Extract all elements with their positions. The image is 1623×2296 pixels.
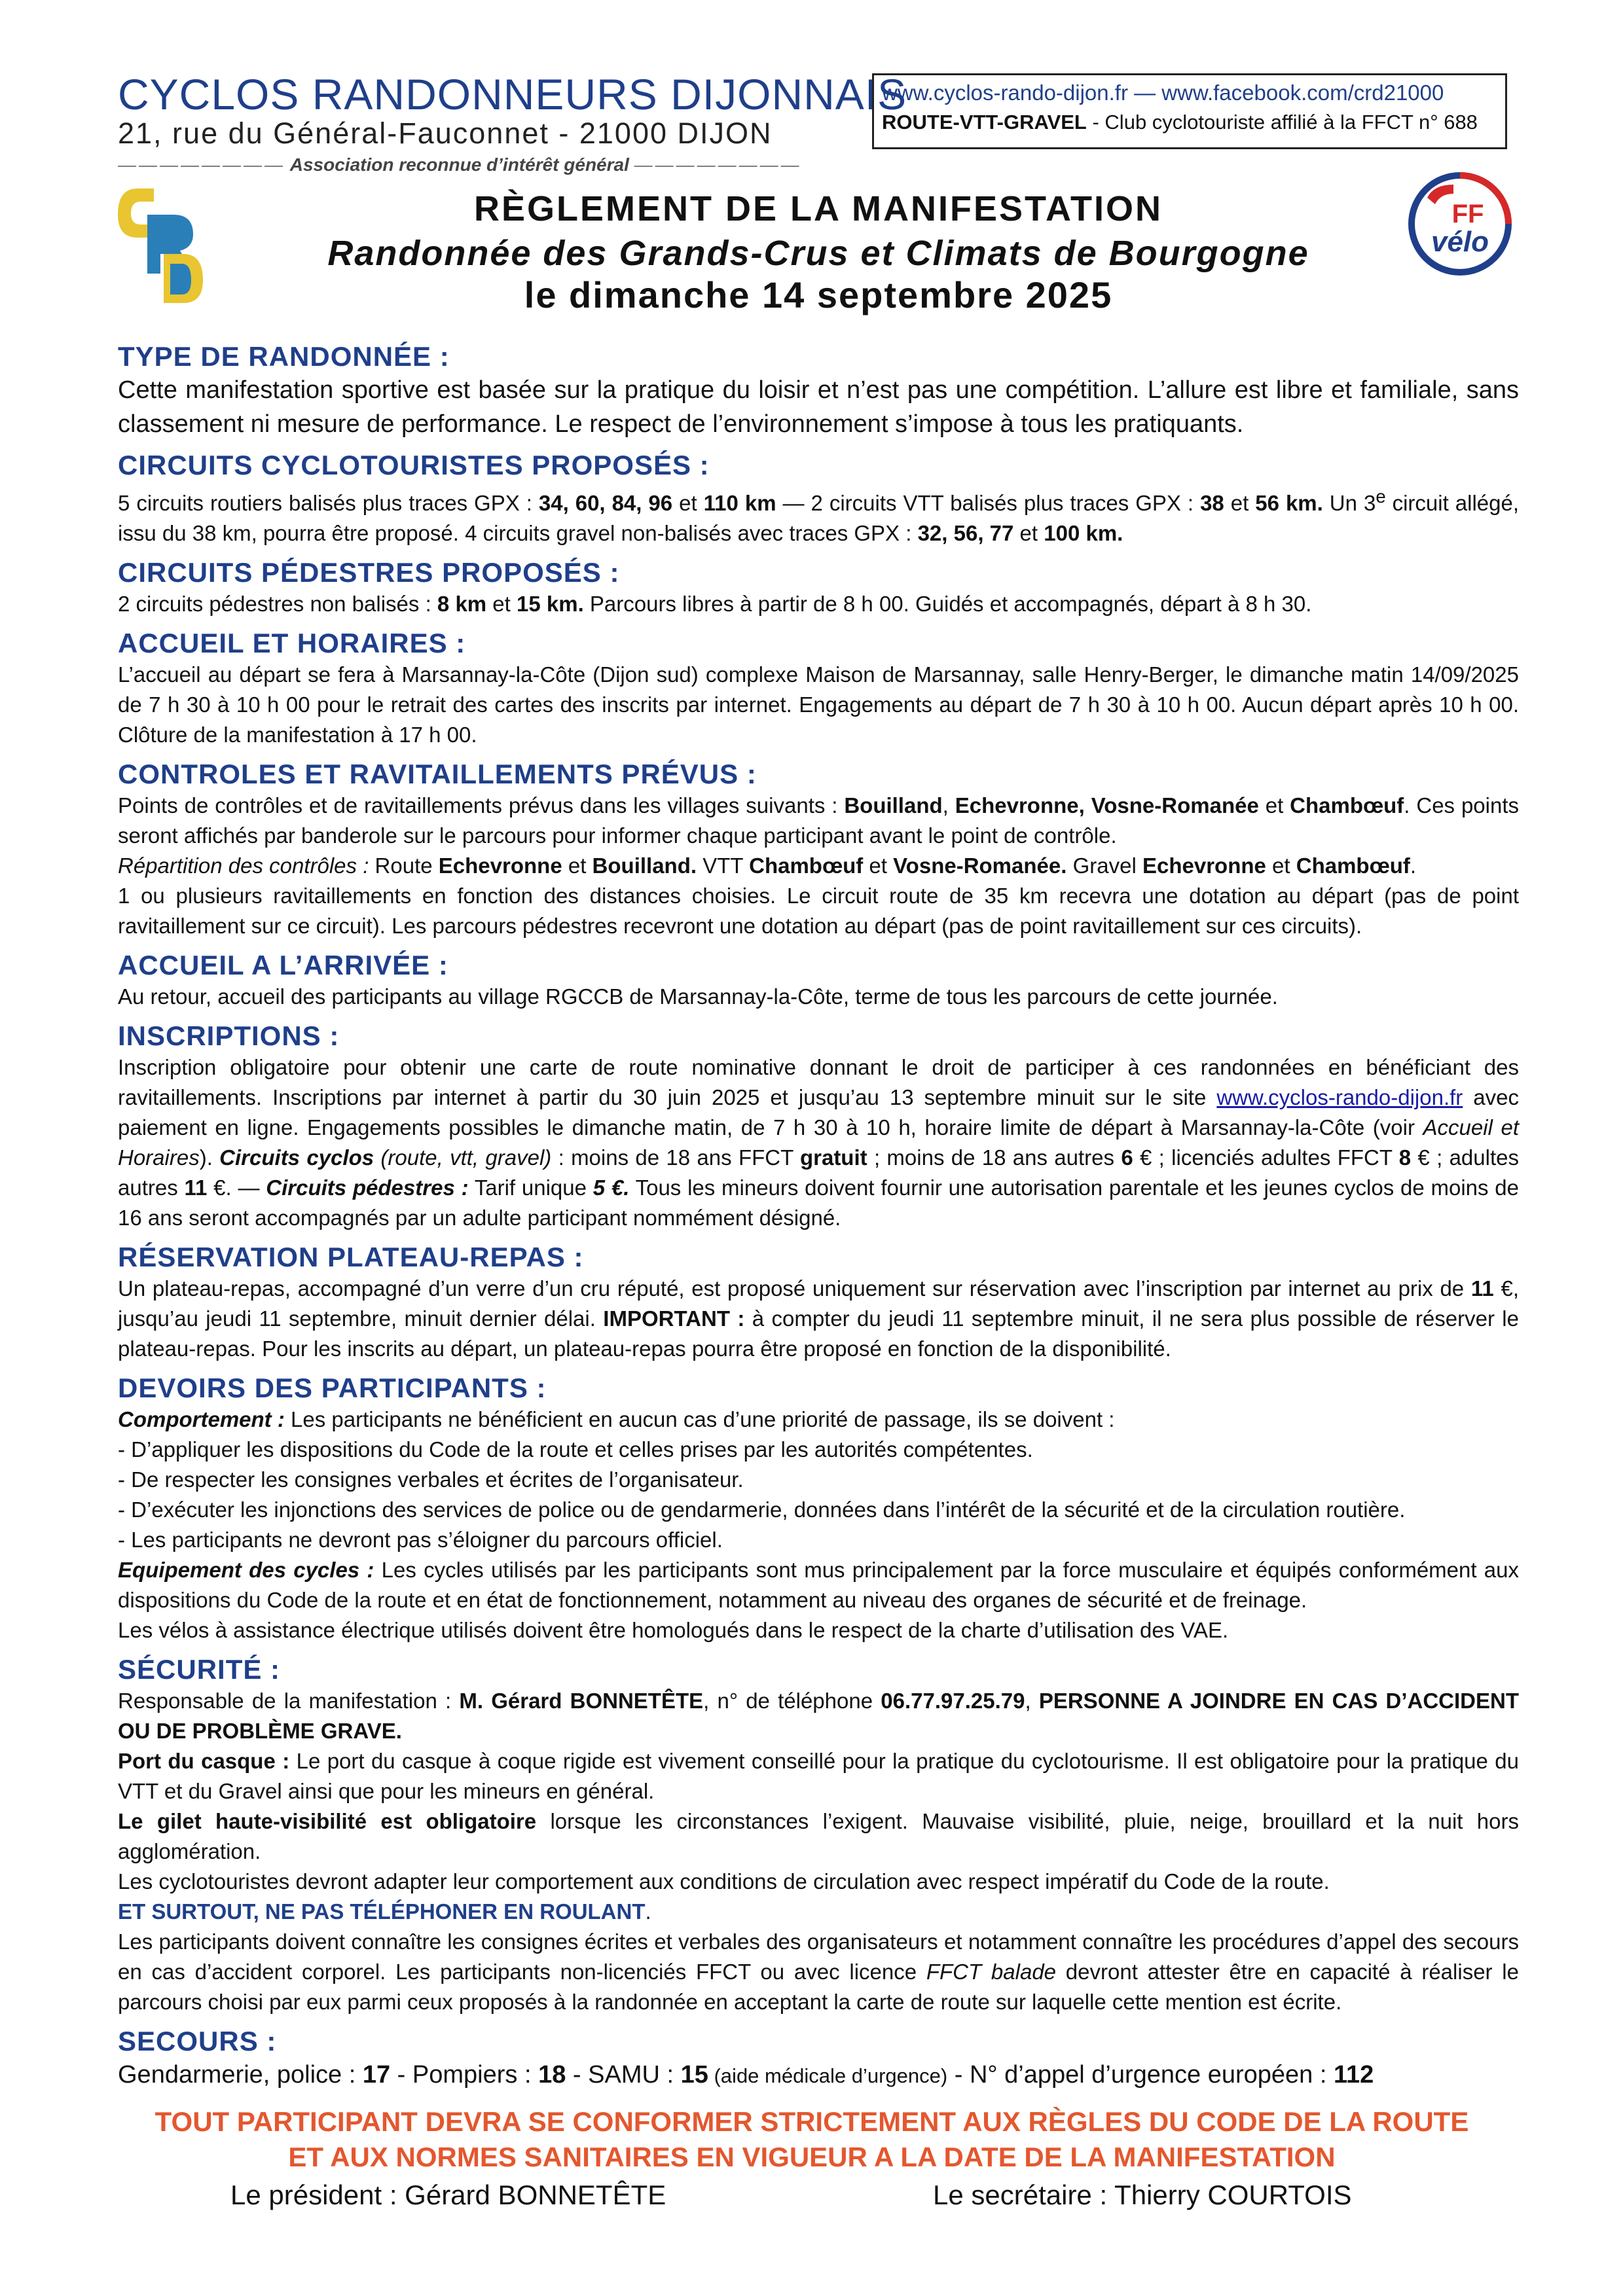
warning-line-2: ET AUX NORMES SANITAIRES EN VIGUEUR A LA DATE DE LA MANIFESTATION (288, 2142, 1336, 2172)
affiliation-rest: - Club cyclotouriste affilié à la FFCT n° 688 (1086, 111, 1478, 134)
web-links[interactable]: www.cyclos-rando-dijon.fr — www.facebook.com/crd21000 (882, 81, 1444, 105)
section-title-inscriptions: INSCRIPTIONS : (118, 1020, 340, 1051)
affiliation-bold: ROUTE-VTT-GRAVEL (882, 111, 1087, 134)
section-text-circuits-cyclo: 5 circuits routiers balisés plus traces GPX : 34, 60, 84, 96 et 110 km — 2 circuits VTT balisés plus traces GPX : 38 et 56 km. Un 3e circuit allégé, issu du 38 km, pourra être proposé. 4 circuits gravel non-balisés avec traces GPX : 32, 56, 77 et 100 km. (118, 486, 1519, 545)
section-text-type: Cette manifestation sportive est basée sur la pratique du loisir et n’est pas une compétition. L’allure est libre et familiale, sans classement ni mesure de performance. Le respect de l’environnement s’impose à tous les pratiquants. (118, 376, 1519, 438)
secretary-signature: Le secrétaire : Thierry COURTOIS (933, 2179, 1352, 2210)
section-text-circuits-pedestres: 2 circuits pédestres non balisés : 8 km et 15 km. Parcours libres à partir de 8 h 00. Guidés et accompagnés, départ à 8 h 30. (118, 592, 1312, 616)
section-text-secours: Gendarmerie, police : 17 - Pompiers : 18 - SAMU : 15 (aide médicale d’urgence) - N° d’appel d’urgence européen : 112 (118, 2061, 1374, 2089)
section-title-arrivee: ACCUEIL A L’ARRIVÉE : (118, 950, 448, 980)
section-text-devoirs: Comportement : Les participants ne bénéficient en aucun cas d’une priorité de passage, ils se doivent : - D’appliquer les dispositions du Code de la route et celles prises par les autorités compétentes. - De respecter les consignes verbales et écrites de l’organisateur. - D’exécuter les injonctions des services de police ou de gendarmerie, données dans l’intérêt de la sécurité et de la circulation routière. - Les participants ne devront pas s’éloigner du parcours officiel. Equipement des cycles : Les cycles utilisés par les participants sont mus principalement par la force musculaire et équipés conformément aux dispositions du Code de la route et en état de fonctionnement, notamment au niveau des organes de sécurité et de freinage. Les vélos à assistance électrique utilisés doivent être homologués dans le respect de la charte d’utilisation des VAE. (118, 1407, 1519, 1642)
section-text-inscriptions: Inscription obligatoire pour obtenir une carte de route nominative donnant le droit de participer à ces randonnées en bénéficiant des ravitaillements. Inscriptions par internet à partir du 30 juin 2025 et jusqu’au 13 septembre minuit sur le site www.cyclos-rando-dijon.fr avec paiement en ligne. Engagements possibles le dimanche matin, de 7 h 30 à 10 h, horaire limite de départ à Marsannay-la-Côte (voir Accueil et Horaires). Circuits cyclos (route, vtt, gravel) : moins de 18 ans FFCT gratuit ; moins de 18 ans autres 6 € ; licenciés adultes FFCT 8 € ; adultes autres 11 €. — Circuits pédestres : Tarif unique 5 €. Tous les mineurs doivent fournir une autorisation parentale et les jeunes cyclos de moins de 16 ans seront accompagnés par un adulte participant nommément désigné. (118, 1055, 1519, 1230)
section-text-controles: Points de contrôles et de ravitaillements prévus dans les villages suivants : Bouilland, Echevronne, Vosne-Romanée et Chambœuf. Ces points seront affichés par banderole sur le parcours pour informer chaque participant avant le point de contrôle. Répartition des contrôles : Route Echevronne et Bouilland. VTT Chambœuf et Vosne-Romanée. Gravel Echevronne et Chambœuf. 1 ou plusieurs ravitaillements en fonction des distances choisies. Le circuit route de 35 km recevra une dotation au départ (pas de point ravitaillement sur ce circuit). Les parcours pédestres recevront une dotation au départ (pas de point ravitaillement sur ces circuits). (118, 793, 1520, 938)
section-title-reservation: RÉSERVATION PLATEAU-REPAS : (118, 1242, 584, 1272)
warning-line-1: TOUT PARTICIPANT DEVRA SE CONFORMER STRICTEMENT AUX RÈGLES DU CODE DE LA ROUTE (155, 2106, 1469, 2137)
velo-text: vélo (1431, 226, 1489, 258)
president-signature: Le président : Gérard BONNETÊTE (230, 2179, 666, 2210)
section-title-circuits-cyclo: CIRCUITS CYCLOTOURISTES PROPOSÉS : (118, 450, 710, 480)
event-date: le dimanche 14 septembre 2025 (524, 274, 1113, 315)
main-content (118, 332, 1519, 2093)
section-title-circuits-pedestres: CIRCUITS PÉDESTRES PROPOSÉS : (118, 557, 620, 588)
document-subtitle: Randonnée des Grands-Crus et Climats de Bourgogne (327, 234, 1309, 273)
section-title-secours: SECOURS : (118, 2026, 277, 2056)
dash-left: ———————— (118, 154, 285, 175)
ff-velo-logo (1408, 171, 1512, 276)
crd-logo (111, 175, 210, 306)
club-address: 21, rue du Général-Fauconnet - 21000 DIJON (118, 117, 773, 150)
contact-box (872, 73, 1507, 149)
final-warning (79, 2104, 1545, 2175)
section-title-securite: SÉCURITÉ : (118, 1654, 281, 1685)
affiliation (882, 111, 1497, 134)
ff-text: FF (1451, 200, 1484, 228)
crd-logo-text: CRD (111, 175, 113, 176)
section-title-type: TYPE DE RANDONNÉE : (118, 341, 450, 372)
site-link[interactable]: www.cyclos-rando-dijon.fr (1216, 1085, 1463, 1109)
section-text-arrivee: Au retour, accueil des participants au village RGCCB de Marsannay-la-Côte, terme de tous les parcours de cette journée. (118, 984, 1278, 1009)
club-name: CYCLOS RANDONNEURS DIJONNAIS (118, 70, 907, 118)
section-title-accueil: ACCUEIL ET HORAIRES : (118, 628, 466, 658)
dash-right: ———————— (634, 154, 802, 175)
section-text-reservation: Un plateau-repas, accompagné d’un verre d’un cru réputé, est proposé uniquement sur réservation avec l’inscription par internet au prix de 11 €, jusqu’au jeudi 11 septembre, minuit dernier délai. IMPORTANT : à compter du jeudi 11 septembre minuit, il ne sera plus possible de réserver le plateau-repas. Pour les inscrits au départ, un plateau-repas pourra être proposé en fonction de la disponibilité. (118, 1276, 1519, 1361)
section-text-accueil: L’accueil au départ se fera à Marsannay-la-Côte (Dijon sud) complexe Maison de Marsannay, salle Henry-Berger, le dimanche matin 14/09/2025 de 7 h 30 à 10 h 00 pour le retrait des cartes des inscrits par internet. Engagements au départ de 7 h 30 à 10 h 00. Aucun départ après 10 h 00. Clôture de la manifestation à 17 h 00. (118, 662, 1519, 747)
section-title-devoirs: DEVOIRS DES PARTICIPANTS : (118, 1372, 547, 1403)
section-text-securite: Responsable de la manifestation : M. Gérard BONNETÊTE, n° de téléphone 06.77.97.25.79, PERSONNE A JOINDRE EN CAS D’ACCIDENT OU DE PROBLÈME GRAVE. Port du casque : Le port du casque à coque rigide est vivement conseillé pour la pratique du cyclotourisme. Il est obligatoire pour la pratique du VTT et du Gravel ainsi que pour les mineurs en général. Le gilet haute-visibilité est obligatoire lorsque les circonstances l’exigent. Mauvaise visibilité, pluie, neige, brouillard et la nuit hors agglomération. Les cyclotouristes devront adapter leur comportement aux conditions de circulation avec respect impératif du Code de la route. ET SURTOUT, NE PAS TÉLÉPHONER EN ROULANT. Les participants doivent connaître les consignes écrites et verbales des organisateurs et notamment connaître les procédures d’appel des secours en cas d’accident corporel. Les participants non-licenciés FFCT ou avec licence FFCT balade devront attester être en capacité à réaliser le parcours choisi par eux parmi ceux proposés à la randonnée en acceptant la carte de route sur laquelle cette mention est écrite. (118, 1689, 1520, 2014)
document-title: RÈGLEMENT DE LA MANIFESTATION (474, 189, 1163, 228)
association-line (118, 154, 802, 175)
section-title-controles: CONTROLES ET RAVITAILLEMENTS PRÉVUS : (118, 759, 757, 789)
association-text: Association reconnue d’intérêt général (289, 154, 629, 175)
